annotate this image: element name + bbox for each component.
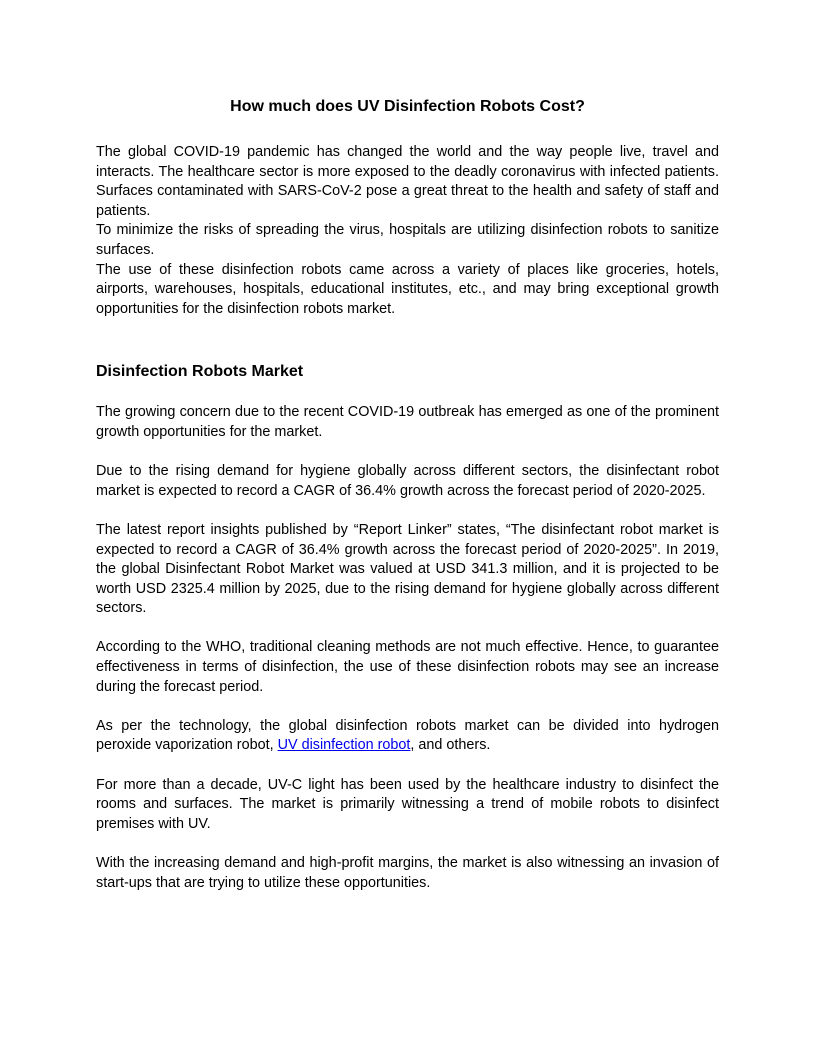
body-paragraph: With the increasing demand and high-profit margins, the market is also witnessing an invasion of start-ups that are trying to utilize these opportunities. [96, 855, 719, 891]
uv-disinfection-robot-link[interactable]: UV disinfection robot [277, 737, 411, 754]
section-heading: Disinfection Robots Market [96, 363, 304, 381]
body-paragraph: According to the WHO, traditional cleaning methods are not much effective. Hence, to guarantee effectiveness in terms of disinfection, the use of these disinfection robots may see an increase during the forecast period. [96, 639, 719, 695]
body-paragraph: The latest report insights published by “Report Linker” states, “The disinfectant robot market is expected to record a CAGR of 36.4% growth across the forecast period of 2020-2025”. In 2019, the global Disinfectant Robot Market was valued at USD 341.3 million, and it is projected to be worth USD 2325.4 million by 2025, due to the rising demand for hygiene globally across different sectors. [96, 521, 719, 617]
document-page [96, 96, 719, 893]
body-paragraph: For more than a decade, UV-C light has been used by the healthcare industry to disinfect the rooms and surfaces. The market is primarily witnessing a trend of mobile robots to disinfect premises with UV. [96, 776, 719, 832]
technology-paragraph [96, 717, 719, 756]
body-paragraph: Due to the rising demand for hygiene globally across different sectors, the disinfectant robot market is expected to record a CAGR of 36.4% growth across the forecast period of 2020-2025. [96, 463, 719, 499]
intro-paragraph: The use of these disinfection robots came across a variety of places like groceries, hotels, airports, warehouses, hospitals, educational institutes, etc., and may bring exceptional growth opportunities for the disinfection robots market. [96, 261, 719, 317]
intro-paragraph: The global COVID-19 pandemic has changed the world and the way people live, travel and interacts. The healthcare sector is more exposed to the deadly coronavirus with infected patients. Surfaces contaminated with SARS-CoV-2 pose a great threat to the health and safety of staff and patients. [96, 144, 719, 219]
technology-text-after-link: , and others. [410, 737, 491, 754]
body-paragraph: The growing concern due to the recent COVID-19 outbreak has emerged as one of the prominent growth opportunities for the market. [96, 404, 719, 440]
page-title: How much does UV Disinfection Robots Cost? [230, 98, 585, 115]
technology-text-before-link: As per the technology, the global disinfection robots market can be divided into hydrogen peroxide vaporization robot, [96, 717, 719, 754]
intro-paragraph: To minimize the risks of spreading the virus, hospitals are utilizing disinfection robots to sanitize surfaces. [96, 222, 719, 258]
